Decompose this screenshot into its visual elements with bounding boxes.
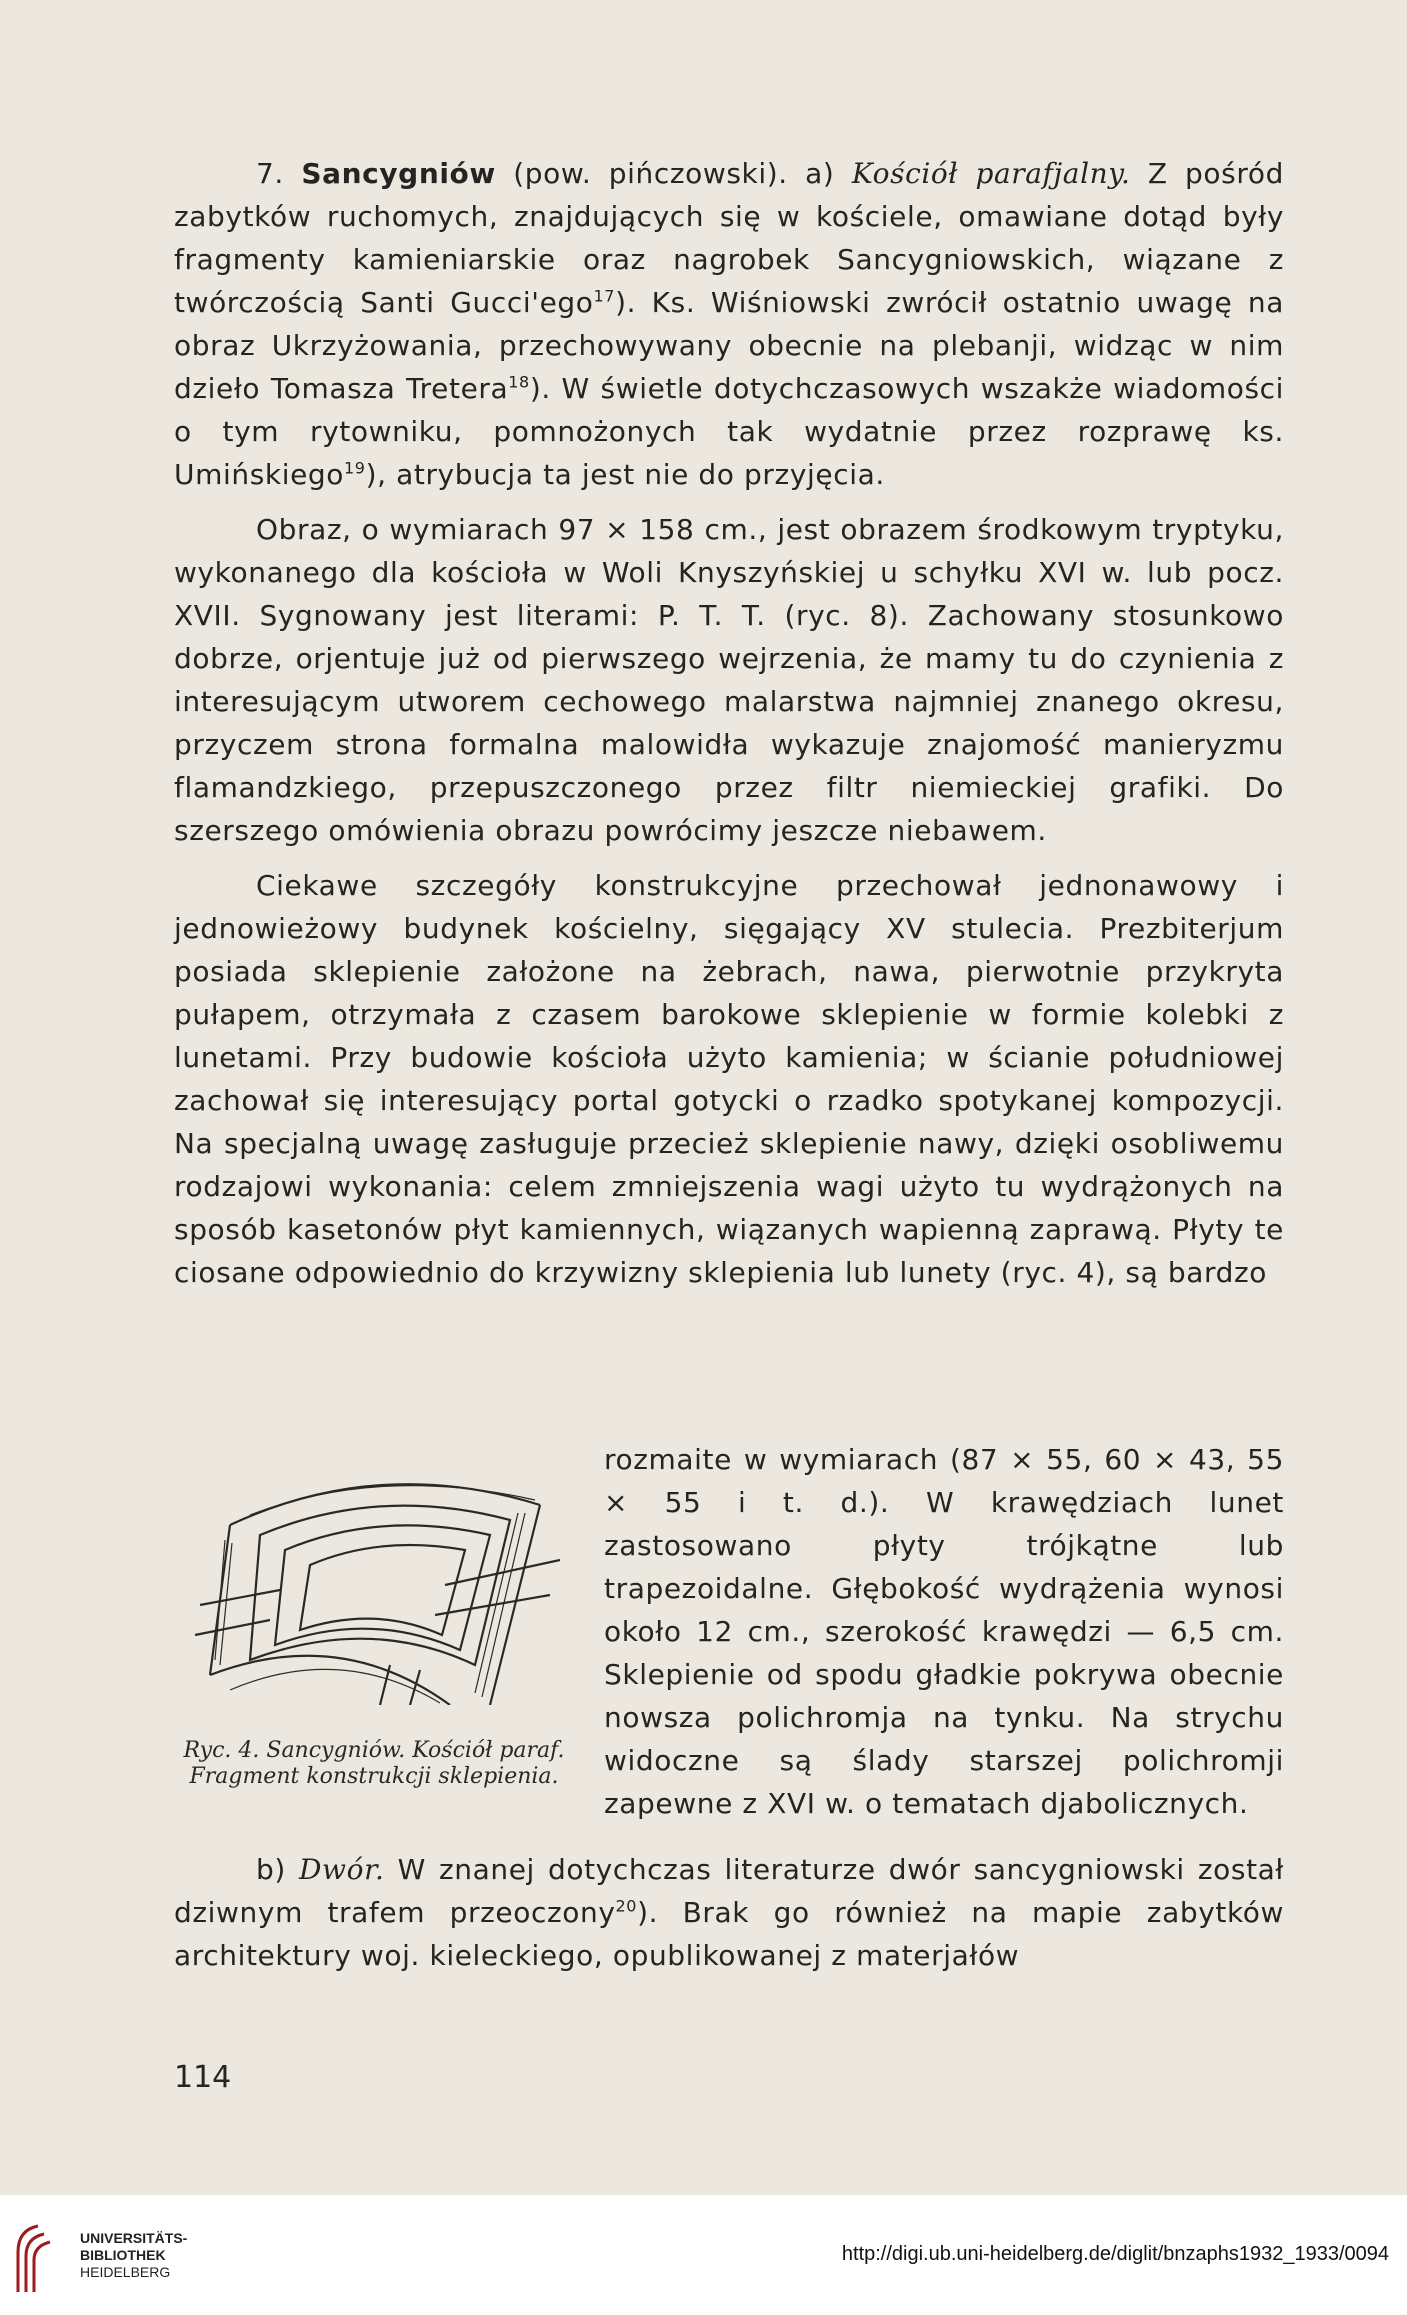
footnote-ref-20: 20 [615,1896,638,1916]
manor-title: Dwór. [299,1853,385,1886]
footnote-ref-19: 19 [344,458,366,478]
section-county: (pow. pińczowski). [513,157,788,190]
main-text-top [174,152,1284,1294]
manor-text-b: ). Brak go również na mapie zabytków architektury woj. kieleckiego, opublikowanej z materjałów [174,1896,1284,1972]
library-line-1: UNIVERSITÄTS- [80,2230,188,2246]
paragraph-construction: Ciekawe szczegóły konstrukcyjne przechował jednonawowy i jednowieżowy budynek kościelny, sięgający XV stulecia. Prezbiterjum posiada sklepienie założone na żebrach, nawa, pierwotnie przykryta pułapem, otrzymała z czasem barokowe sklepienie w formie kolebki z lunetami. Przy budowie kościoła użyto kamienia; w ścianie południowej zachował się interesujący portal gotycki o rzadko spotykanej kompozycji. Na specjalną uwagę zasługuje przecież sklepienie nawy, dzięki osobliwemu rodzajowi wykonania: celem zmniejszenia wagi użyto tu wydrążonych na sposób kasetonów płyt kamiennych, wiązanych wapienną zaprawą. Płyty te ciosane odpowiednio do krzywizny sklepienia lub lunety (ryc. 4), są bardzo [174,869,1284,1289]
library-line-3: HEIDELBERG [80,2264,171,2280]
p1-text-b: ). Ks. Wiśniowski zwrócił ostatnio uwagę na obraz Ukrzyżowania, przechowywany obecnie na plebanji, widząc w nim dzieło Tomasza Tretera [174,286,1284,405]
source-url-link[interactable]: http://digi.ub.uni-heidelberg.de/diglit/bnzaphs1932_1933/0094 [841,2243,1389,2265]
paragraph-painting: Obraz, o wymiarach 97 × 158 cm., jest obrazem środkowym tryptyku, wykonanego dla kościoła w Woli Knyszyńskiej u schyłku XVI w. lub pocz. XVII. Sygnowany jest literami: P. T. T. (ryc. 8). Zachowany stosunkowo dobrze, orjentuje już od pierwszego wejrzenia, że mamy tu do czynienia z interesującym utworem cechowego malarstwa najmniej znanego okresu, przyczem strona formalna malowidła wykazuje znajomość manieryzmu flamandzkiego, przepuszczonego przez filtr niemieckiej grafiki. Do szerszego omówienia obrazu powrócimy jeszcze niebawem. [174,513,1284,847]
p1-text-d: ), atrybucja ta jest nie do przyjęcia. [365,458,885,491]
main-text-bottom [174,1848,1284,1977]
paragraph-manor [174,1848,1284,1977]
footnote-ref-18: 18 [508,372,530,392]
section-place: Sancygniów [301,157,496,190]
subsection-letter: a) [805,157,835,190]
library-line-2: BIBLIOTHEK [80,2247,166,2263]
subsection-title: Kościół parafjalny. [851,157,1131,190]
section-number: 7. [256,157,284,190]
p1-text-a: Z pośród zabytków ruchomych, znajdujących się w kościele, omawiane dotąd były fragmenty kamieniarskie oraz nagrobek Sancygniowskich, wiązane z twórczością Santi Gucci'ego [174,157,1284,319]
section-heading-paragraph [174,152,1284,496]
library-logo-icon [14,2222,60,2294]
page-number: 114 [174,2060,232,2095]
library-name [80,2230,187,2281]
p1-text-c: ). W świetle dotychczasowych wszakże wiadomości o tym rytowniku, pomnożonych tak wydatnie przez rozprawę ks. Umińskiego [174,372,1285,491]
manor-text-a: W znanej dotychczas literaturze dwór sancygniowski został dziwnym trafem przeoczony [174,1853,1284,1929]
manor-letter: b) [256,1853,286,1886]
footnote-ref-17: 17 [593,286,616,306]
vault-construction-figure [190,1465,570,1705]
figure-caption: Ryc. 4. Sancygniów. Kościół paraf. Fragment konstrukcji sklepienia. [183,1738,565,1789]
paragraph-construction-continued: rozmaite w wymiarach (87 × 55, 60 × 43, 55 × 55 i t. d.). W krawędziach lunet zastosowano płyty trójkątne lub trapezoidalne. Głębokość wydrążenia wynosi około 12 cm., szerokość krawędzi — 6,5 cm. Sklepienie od spodu gładkie pokrywa obecnie nowsza polichromja na tynku. Na strychu widoczne są ślady starszej polichromji zapewne z XVI w. o tematach djabolicznych. [604,1443,1284,1820]
